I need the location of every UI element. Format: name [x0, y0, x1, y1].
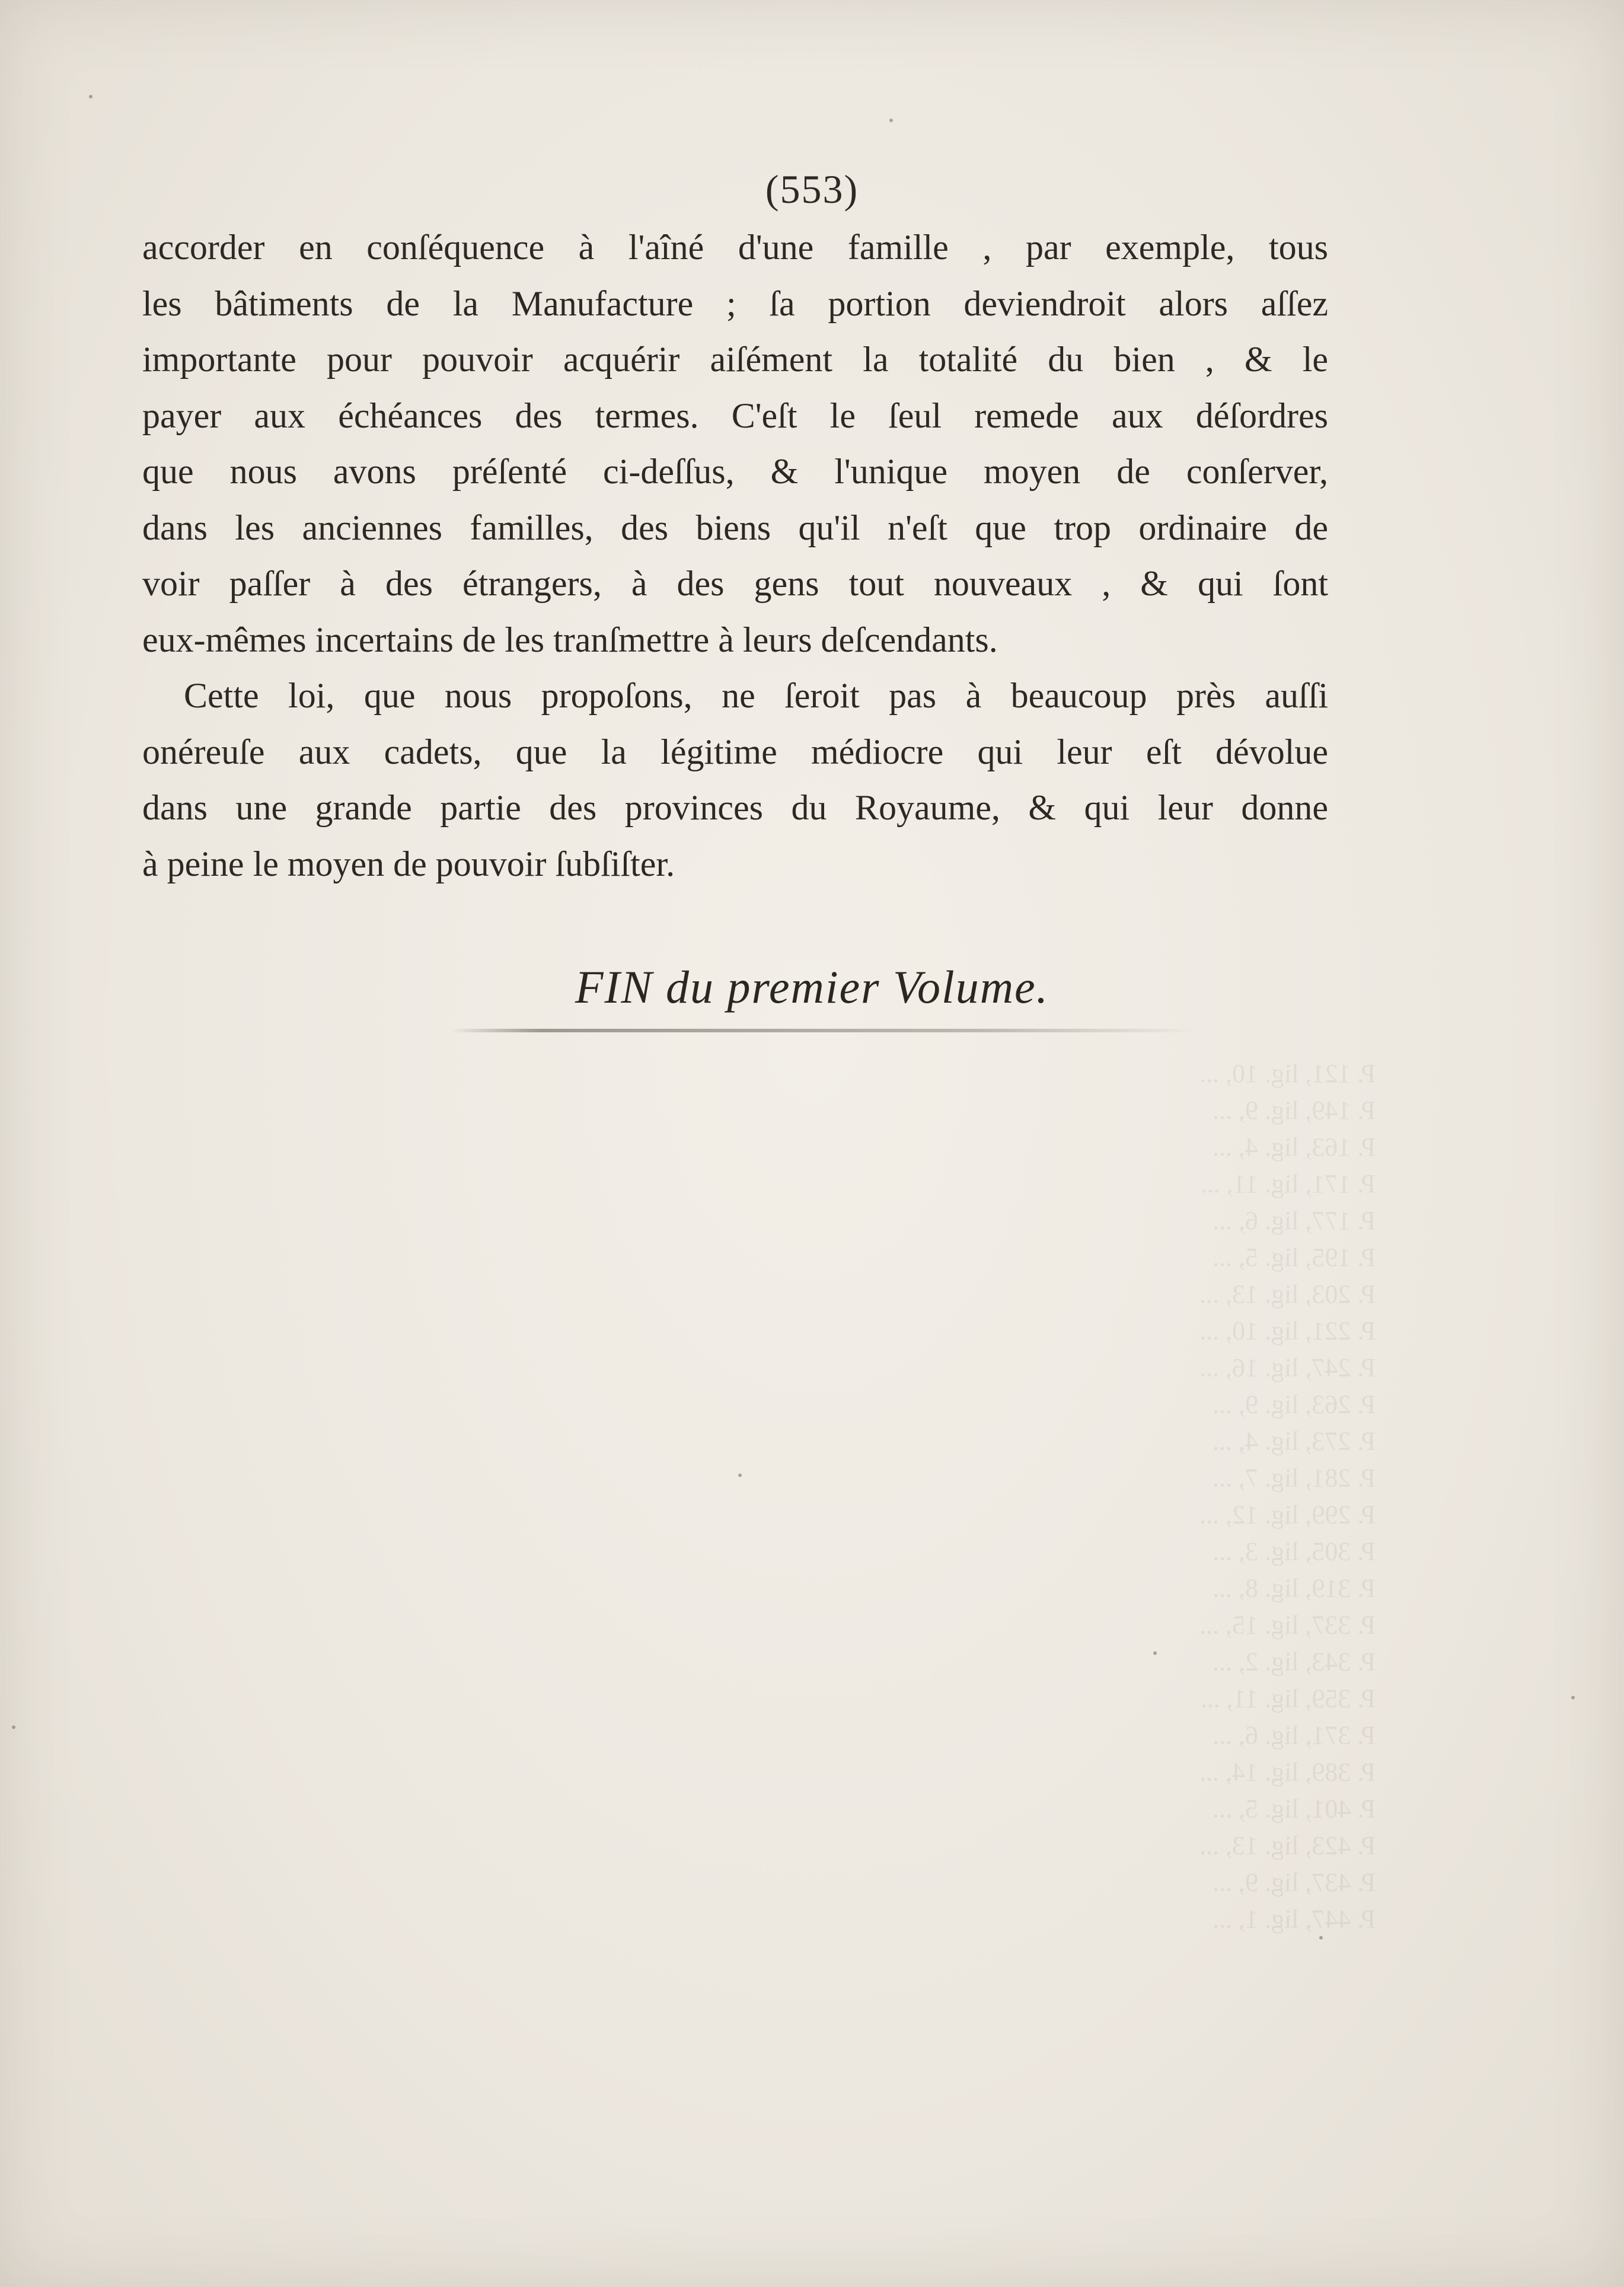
text-line: voir paſſer à des étrangers, à des gens tout nouveaux , & qui ſont	[142, 564, 1328, 603]
text-line: payer aux échéances des termes. C'eſt le ſeul remede aux déſordres	[142, 395, 1328, 435]
colophon-rule	[451, 1029, 1198, 1032]
paragraph-1	[142, 219, 1328, 668]
text-line: à peine le moyen de pouvoir ſubſiſter.	[142, 844, 675, 883]
paragraph-2	[142, 668, 1328, 892]
paper-speck	[889, 119, 893, 122]
text-line: eux-mêmes incertains de les tranſmettre à leurs deſcendants.	[142, 620, 998, 659]
text-line: Cette loi, que nous propoſons, ne ſeroit pas à beaucoup près auſſi	[184, 676, 1328, 715]
text-line: les bâtiments de la Manufacture ; ſa portion deviendroit alors aſſez	[142, 283, 1328, 323]
body-text	[142, 219, 1328, 892]
text-line: accorder en conſéquence à l'aîné d'une famille , par exemple, tous	[142, 228, 1328, 267]
page-number: (553)	[765, 167, 859, 212]
text-line: onéreuſe aux cadets, que la légitime médiocre qui leur eſt dévolue	[142, 732, 1328, 771]
text-line: dans les anciennes familles, des biens qu'il n'eſt que trop ordinaire de	[142, 508, 1328, 547]
text-line: dans une grande partie des provinces du Royaume, & qui leur donne	[142, 788, 1328, 827]
paper-speck	[89, 95, 92, 98]
paper-speck	[738, 1473, 742, 1477]
paper-speck	[1319, 1936, 1323, 1940]
text-line: que nous avons préſenté ci-deſſus, & l'unique moyen de conſerver,	[142, 452, 1328, 491]
text-line: importante pour pouvoir acquérir aiſément la totalité du bien , & le	[142, 340, 1328, 379]
show-through-texture: P. 121, lig. 10, ... P. 149, lig. 9, ... P. 163, lig. 4, ... P. 171, lig. 11, ... P. 177, lig. 6, ... P. 195, lig. 5, ... P. 203, lig. 13, ... P. 221, lig. 10, ... P. 247, lig. 16, ... P. 263, lig. 9, ... P. 273, lig. 4, ... P. 281, lig. 7, ... P. 299, lig. 12, ... P. 305, lig. 3, ... P. 319, lig. 8, ... P. 337, lig. 15, ... P. 343, lig. 2, ... P. 359, lig. 11, ... P. 371, lig. 6, ... P. 389, lig. 14, ... P. 401, lig. 5, ... P. 423, lig. 13, ... P. 437, lig. 9, ... P. 447, lig. 1, ...	[1199, 1059, 1376, 1934]
paper-speck	[12, 1725, 15, 1729]
paper-speck	[1153, 1651, 1157, 1655]
colophon: FIN du premier Volume.	[575, 961, 1049, 1013]
paper-speck	[1571, 1696, 1575, 1699]
